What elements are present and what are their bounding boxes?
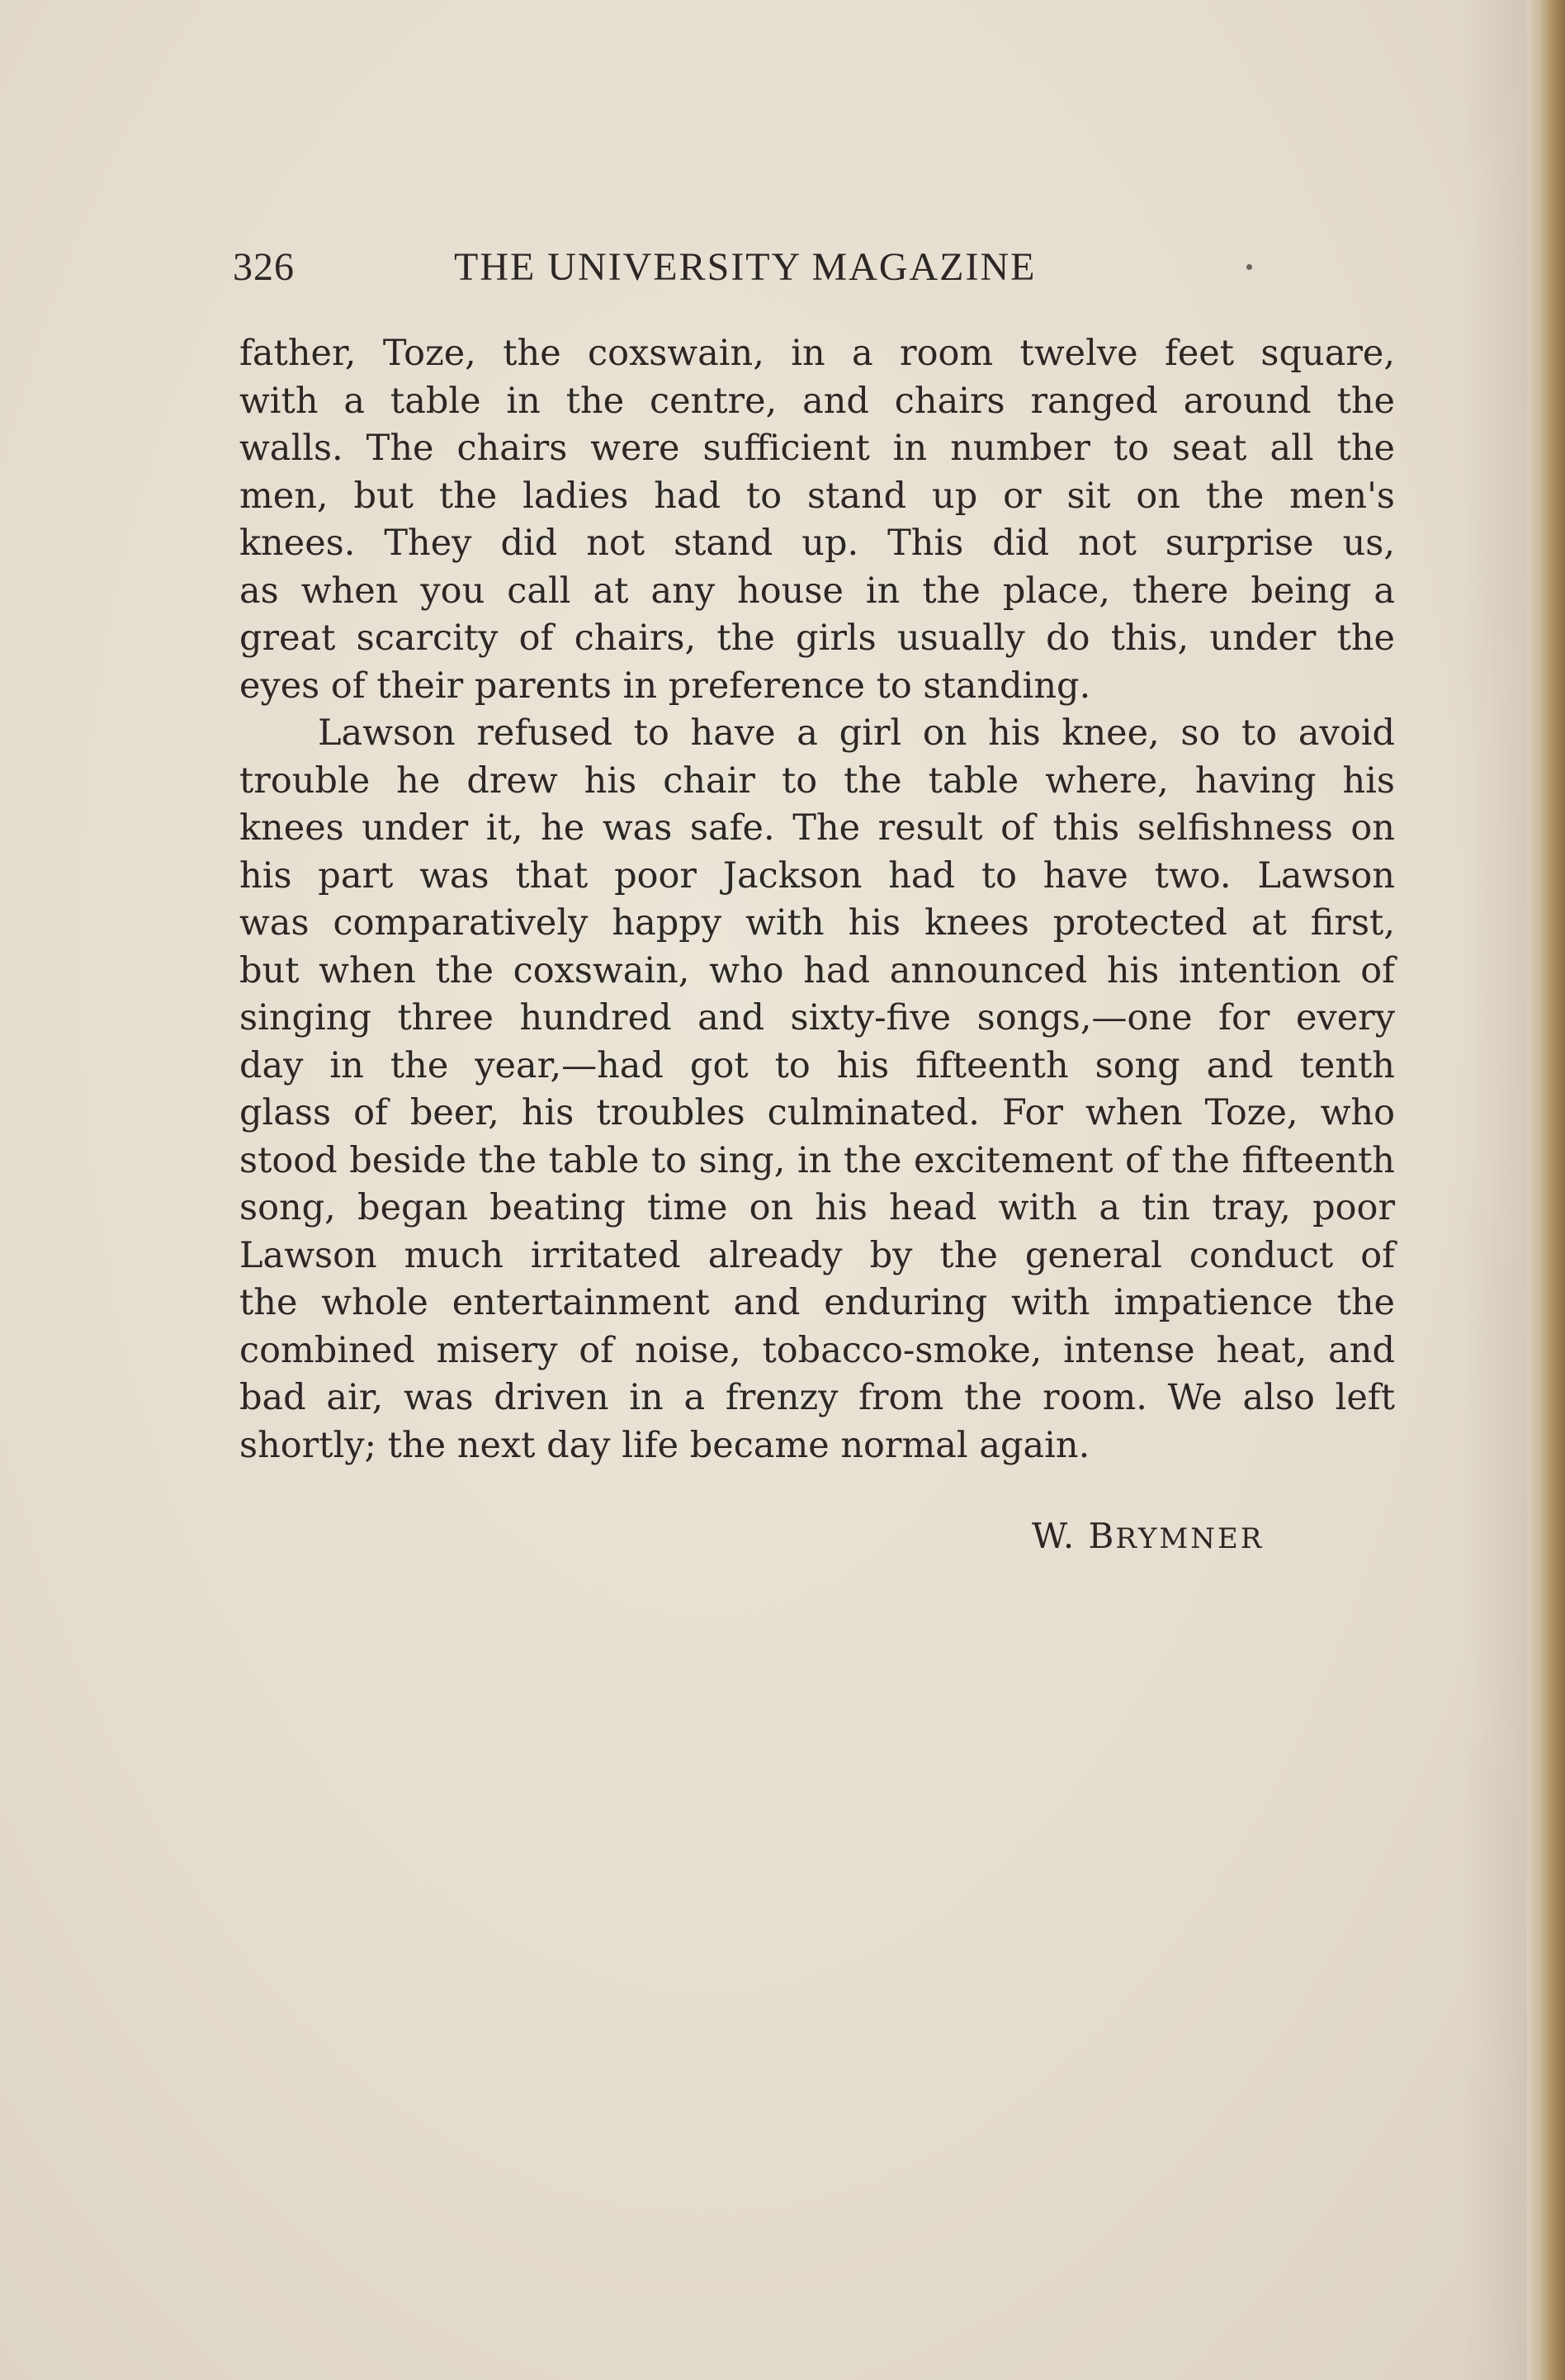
running-header	[233, 244, 1372, 302]
text-line: song, began beating time on his head with a tin tray, poor	[239, 1187, 1395, 1228]
text-line: Lawson much irritated already by the general conduct of	[239, 1234, 1395, 1276]
text-line: men, but the ladies had to stand up or sit on the men's	[239, 475, 1395, 517]
signature-surname: RYMNER	[1115, 1522, 1265, 1555]
text-line: stood beside the table to sing, in the excitement of the fifteenth	[239, 1139, 1395, 1181]
body-text	[239, 330, 1395, 1469]
running-title: THE UNIVERSITY MAGAZINE	[454, 245, 1037, 289]
text-line: knees under it, he was safe. The result of this selfishness on	[239, 807, 1395, 849]
text-line: as when you call at any house in the place, there being a	[239, 570, 1395, 612]
paragraph-2	[239, 710, 1395, 1469]
text-line: Lawson refused to have a girl on his knee, so to avoid	[318, 712, 1395, 754]
text-line: was comparatively happy with his knees protected at first,	[239, 902, 1395, 944]
text-line: eyes of their parents in preference to standing.	[239, 665, 1091, 707]
text-line: shortly; the next day life became normal again.	[239, 1424, 1090, 1466]
spine-shadow	[1461, 0, 1527, 2380]
paragraph-1	[239, 330, 1395, 710]
text-line: but when the coxswain, who had announced his intention of	[239, 949, 1395, 991]
text-line: walls. The chairs were sufficient in number to seat all the	[239, 428, 1395, 469]
text-line: trouble he drew his chair to the table where, having his	[239, 759, 1395, 802]
text-line: father, Toze, the coxswain, in a room twelve feet square,	[239, 333, 1395, 374]
text-line: the whole entertainment and enduring with impatience the	[239, 1282, 1395, 1323]
text-line: bad air, was driven in a frenzy from the room. We also left	[239, 1377, 1395, 1418]
text-line: day in the year,—had got to his fifteenth song and tenth	[239, 1044, 1395, 1086]
page-edge	[1527, 0, 1565, 2380]
text-line: with a table in the centre, and chairs ranged around the	[239, 380, 1395, 422]
page-number: 326	[233, 245, 295, 289]
text-line: glass of beer, his troubles culminated. For when Toze, who	[239, 1092, 1395, 1133]
signature-initial: W. B	[1032, 1516, 1116, 1556]
text-line: his part was that poor Jackson had to have two. Lawson	[239, 854, 1395, 897]
text-line: great scarcity of chairs, the girls usually do this, under the	[239, 617, 1395, 659]
author-signature	[1032, 1516, 1264, 1556]
text-line: combined misery of noise, tobacco-smoke, intense heat, and	[239, 1329, 1395, 1371]
text-line: knees. They did not stand up. This did not surprise us,	[239, 523, 1395, 564]
text-line: singing three hundred and sixty-five songs,—one for every	[239, 997, 1395, 1039]
printer-dot-mark	[1246, 264, 1252, 270]
